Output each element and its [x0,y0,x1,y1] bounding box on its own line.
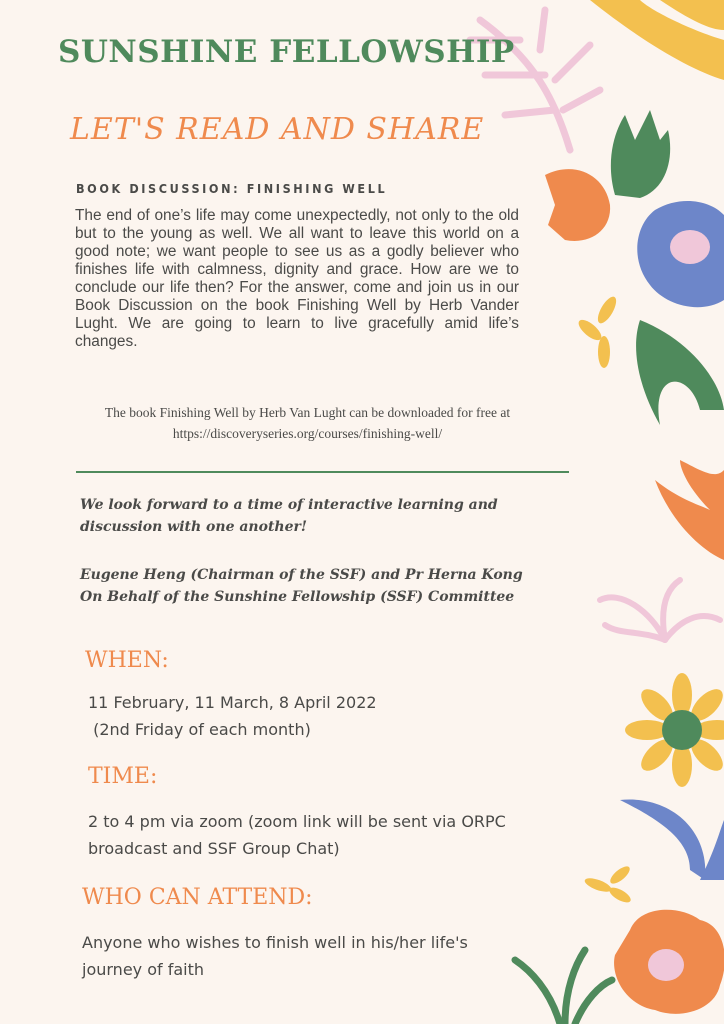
time-line: 2 to 4 pm via zoom (zoom link will be sent via ORPC [88,812,506,831]
time-line: broadcast and SSF Group Chat) [88,839,340,858]
closing-message [80,494,530,538]
who-details [82,929,468,983]
when-line: (2nd Friday of each month) [88,720,311,739]
green-leaf [636,320,724,425]
when-line: 11 February, 11 March, 8 April 2022 [88,693,377,712]
yellow-daisy [625,673,724,787]
message-line: discussion with one another! [80,519,308,535]
pink-fern [470,10,600,150]
blue-leaf [620,800,724,880]
time-details [88,808,506,862]
pink-grass [600,580,720,640]
yellow-petals-small [583,863,633,905]
download-text: The book Finishing Well by Herb Van Lught can be downloaded for free at [104,405,511,420]
who-line: journey of faith [82,960,205,979]
orange-leaves [655,460,724,560]
orange-tulip [545,169,610,241]
orange-flower [614,910,724,1014]
when-details [88,689,377,743]
download-link[interactable]: https://discoveryseries.org/courses/finishing-well/ [172,426,443,441]
who-heading: WHO CAN ATTEND: [82,885,313,910]
yellow-leaves-top [590,0,724,80]
green-tulip [611,110,670,198]
green-grass [515,950,612,1024]
section-heading: BOOK DISCUSSION: FINISHING WELL [76,181,388,196]
signature-line: On Behalf of the Sunshine Fellowship (SSF) Committee [80,589,515,605]
subtitle: LET'S READ AND SHARE [70,112,485,147]
page-title: SUNSHINE FELLOWSHIP [58,34,515,70]
description-paragraph: The end of one’s life may come unexpectedly, not only to the old but to the young as well. We all want to leave this world on a good note; we want people to see us as a godly believer who finishes life with calmness, dignity and grace. How are we to conclude our life then? For the answer, come and join us in our Book Discussion on the book Finishing Well by Herb Vander Lught. We are going to learn to live gracefully amid life’s changes. [75,207,519,350]
blue-flower [637,201,724,307]
time-heading: TIME: [88,764,158,789]
when-heading: WHEN: [85,648,169,673]
download-info [60,402,555,444]
who-line: Anyone who wishes to finish well in his/her life's [82,933,468,952]
yellow-petals [575,294,619,368]
message-line: We look forward to a time of interactive learning and [80,497,498,513]
signature [80,564,550,608]
divider [76,471,569,473]
signature-line: Eugene Heng (Chairman of the SSF) and Pr Herna Kong [80,567,523,583]
